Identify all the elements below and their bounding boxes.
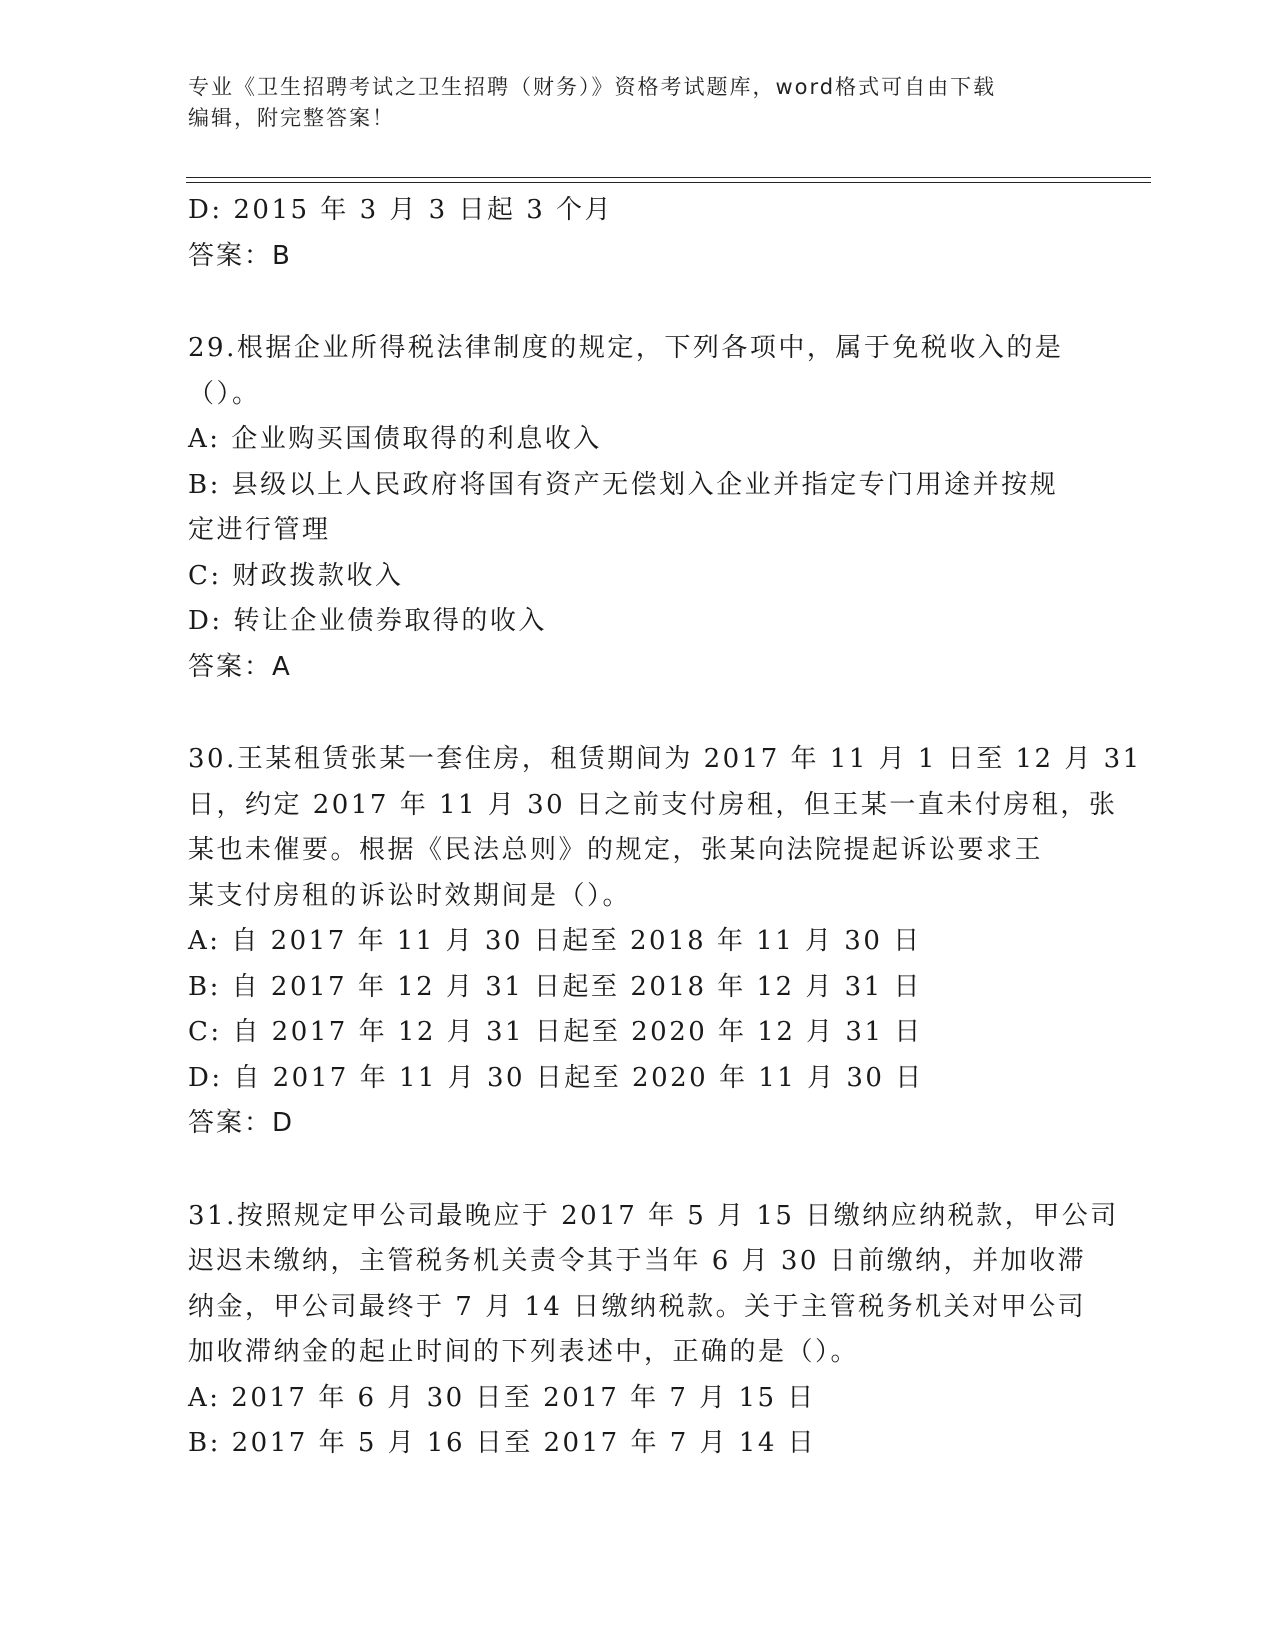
question-stem-line: 31.按照规定甲公司最晚应于 2017 年 5 月 15 日缴纳应纳税款，甲公司 <box>188 1200 1119 1231</box>
answer-line: 答案：A <box>188 651 292 682</box>
header-line-2: 编辑，附完整答案！ <box>188 106 395 130</box>
option-b-continued: 定进行管理 <box>188 515 331 545</box>
question-stem-line: 纳金，甲公司最终于 7 月 14 日缴纳税款。关于主管税务机关对甲公司 <box>188 1291 1087 1322</box>
option-a: A: 2017 年 6 月 30 日至 2017 年 7 月 15 日 <box>188 1382 816 1413</box>
question-stem-line: 迟迟未缴纳，主管税务机关责令其于当年 6 月 30 日前缴纳，并加收滞 <box>188 1246 1087 1276</box>
question-29 <box>188 326 1068 690</box>
header-rule-bottom <box>186 182 1151 183</box>
document-body <box>188 188 1142 1467</box>
option-b: B: 县级以上人民政府将国有资产无偿划入企业并指定专门用途并按规 <box>188 469 1059 500</box>
page-header <box>188 72 1068 134</box>
option-d: D: 2015 年 3 月 3 日起 3 个月 <box>188 195 614 225</box>
question-stem-line: 某支付房租的诉讼时效期间是（）。 <box>188 880 632 911</box>
option-c: C: 财政拨款收入 <box>188 560 404 591</box>
answer-line: 答案：D <box>188 1108 295 1138</box>
question-31 <box>188 1194 1119 1467</box>
question-stem-line: 某也未催要。根据《民法总则》的规定，张某向法院提起诉讼要求王 <box>188 835 1044 865</box>
question-stem-line: 日，约定 2017 年 11 月 30 日之前支付房租，但王某一直未付房租，张 <box>188 789 1118 820</box>
question-stem-line: （）。 <box>188 378 261 409</box>
option-b: B: 2017 年 5 月 16 日至 2017 年 7 月 14 日 <box>188 1428 817 1458</box>
question-stem-line: 加收滞纳金的起止时间的下列表述中，正确的是（）。 <box>188 1337 860 1367</box>
option-a: A: 企业购买国债取得的利息收入 <box>188 424 602 454</box>
option-c: C: 自 2017 年 12 月 31 日起至 2020 年 12 月 31 日 <box>188 1017 923 1047</box>
question-30 <box>188 737 1142 1147</box>
option-b: B: 自 2017 年 12 月 31 日起至 2018 年 12 月 31 日 <box>188 971 922 1002</box>
header-line-1: 专业《卫生招聘考试之卫生招聘（财务）》资格考试题库，word格式可自由下载 <box>188 75 997 99</box>
question-stem-line: 29.根据企业所得税法律制度的规定，下列各项中，属于免税收入的是 <box>188 333 1064 363</box>
answer-line: 答案：B <box>188 240 292 271</box>
question-stem-line: 30.王某租赁张某一套住房，租赁期间为 2017 年 11 月 1 日至 12 月 31 <box>188 744 1142 774</box>
header-rule-top <box>186 177 1151 178</box>
option-d: D: 转让企业债券取得的收入 <box>188 606 547 636</box>
option-d: D: 自 2017 年 11 月 30 日起至 2020 年 11 月 30 日 <box>188 1062 924 1093</box>
option-a: A: 自 2017 年 11 月 30 日起至 2018 年 11 月 30 日 <box>188 926 922 956</box>
